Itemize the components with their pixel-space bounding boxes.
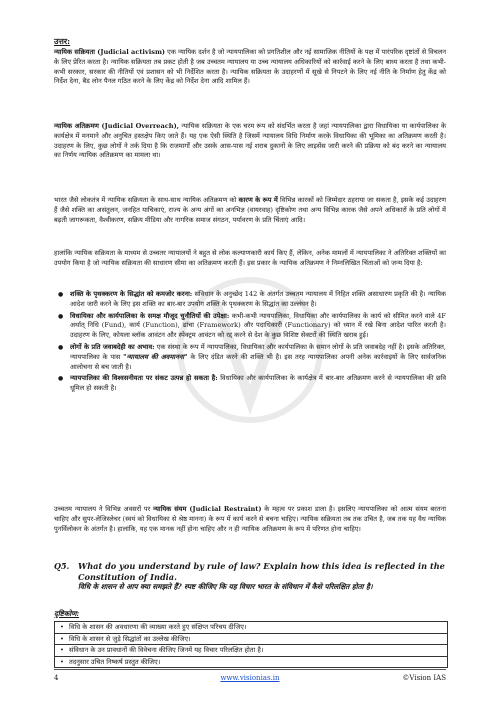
brand-copyright: ©Vision IAS [402, 674, 446, 682]
term-judicial-overreach: न्यायिक अतिक्रमण (Judicial Overreach), [54, 122, 179, 130]
paragraph-judicial-restraint: उच्चतम न्यायालय ने विभिन्न अवसरों पर न्यायिक संयम (Judicial Restraint) के महत्व पर प्रकाश डाला है। इसलिए न्यायपालिका को आत्म संयम बरतना चाहिए और सुपर-लेजिस्लेचर (स्वयं को विधायिका से श्रेष्ठ मानना) के रूप में कार्य करने से बचना चाहिए। न्यायिक सक्रियता तब तक उचित है, जब तक यह वैध न्यायिक पुनर्विलोकन के अंतर्गत है। हालांकि, यह एक मानक नहीं होना चाहिए और न ही न्यायिक अतिक्रमण के रूप में परिणत होना चाहिए। [54, 505, 447, 533]
approach-item: • संविधान के उन प्रावधानों की विवेचना कीजिए जिनमें यह विचार परिलक्षित होता है। [55, 645, 447, 657]
question-block [54, 561, 446, 592]
question-number: Q5. [54, 561, 70, 571]
website-link[interactable]: www.visionias.in [220, 674, 280, 682]
paragraph-judicial-overreach: न्यायिक अतिक्रमण (Judicial Overreach), न्यायिक सक्रियता के एक चरम रूप को संदर्भित करता है जहां न्यायपालिका द्वारा विधायिका या कार्यपालिका के कार्यक्षेत्र में मनमाने और अनुचित हस्तक्षेप किए जाते हैं। यह एक ऐसी स्थिति है जिसमें न्यायालय विधि निर्माण करके विधायिका की भूमिका का अतिक्रमण करती है। उदाहरण के लिए, कुछ लोगों ने तर्क दिया है कि राजमार्गों और उसके आस-पास नई शराब दुकानों के लिए लाइसेंस जारी करने की प्रक्रिया को बंद करने का न्यायालय का निर्णय न्यायिक अतिक्रमण का मामला था। [54, 122, 447, 160]
approach-label: दृष्टिकोण: [54, 609, 80, 618]
approach-item: • विधि के शासन की अवधारणा की व्याख्या करते हुए संक्षिप्त परिचय दीजिए। [55, 622, 447, 634]
paragraph-concerns-intro: हालांकि न्यायिक सक्रियता के माध्यम से उच्चतर न्यायालयों ने बहुत से लोक कल्याणकारी कार्य किए हैं, लेकिन, अनेक मामलों में न्यायपालिका ने अतिरिक्त शक्तियों का उपयोग किया है जो न्यायिक सक्रियता की साधारण सीमा का अतिक्रमण करती हैं। इस प्रकार के न्यायिक अतिक्रमण ने निम्नलिखित चिंताओं को जन्म दिया है: [54, 249, 446, 267]
list-item: ● लोगों के प्रति जवाबदेही का अभाव: एक संस्था के रूप में न्यायपालिका, विधायिका और कार्यपालिका के समान लोगों के प्रति जवाबदेह नहीं है। इसके अतिरिक्त, न्यायपालिका के पास "न्यायालय की अवमानना" के लिए दंडित करने की शक्ति भी है। इस तरह न्यायपालिका अपनी अनेक कार्रवाइयों के लिए सार्वजनिक आलोचना से बच जाती है। [54, 343, 446, 372]
page-number: 4 [54, 674, 59, 682]
approach-box [54, 621, 448, 668]
concerns-list [54, 290, 446, 396]
answer-label: उत्तर: [54, 36, 71, 46]
question-english: What do you understand by rule of law? Explain how this idea is reflected in the Constitution of India. [78, 561, 445, 582]
footer-divider [54, 669, 446, 670]
approach-item: • तदनुसार उचित निष्कर्ष प्रस्तुत कीजिए। [55, 657, 447, 668]
term-causes: कारण के रूप में [238, 196, 278, 204]
term-judicial-activism: न्यायिक सक्रियता (Judicial activism) [54, 48, 166, 56]
term-judicial-restraint: न्यायिक संयम (Judicial Restraint) [153, 505, 262, 513]
paragraph-judicial-activism: न्यायिक सक्रियता (Judicial activism) एक न्यायिक दर्शन है जो न्यायपालिका को प्रगतिशील और नई सामाजिक नीतियों के पक्ष में पारंपरिक दृष्टांतों से विचलन के लिए प्रेरित करता है। न्यायिक सक्रियता तब प्रकट होती है जब उच्चतम न्यायालय या उच्च न्यायालय अधिकारियों को कार्रवाई करने के लिए बाध्य करता है तथा कभी-कभी सरकार, सरकार की नीतियों एवं प्रशासन को भी निर्देशित करता है। न्यायिक सक्रियता के उदाहरणों में सूखे से निपटने के लिए नई नीति के निर्माण हेतु केंद्र को निर्देश देना, बैड लोन पैनल गठित करने के लिए केंद्र को निर्देश देना आदि शामिल हैं। [54, 48, 446, 86]
list-item: ● न्यायपालिका की विश्वसनीयता पर संकट उत्पन्न हो सकता है: विधायिका और कार्यपालिका के कार्यक्षेत्र में बार-बार अतिक्रमण करने से न्यायपालिका की छवि धूमिल हो सकती है। [54, 374, 446, 394]
question-hindi: विधि के शासन से आप क्या समझते हैं? स्पष्ट कीजिए कि यह विचार भारत के संविधान में कैसे परिलक्षित होता है। [78, 582, 373, 591]
list-item: ● विधायिका और कार्यपालिका के समक्ष मौजूद चुनौतियों की उपेक्षा: कभी-कभी न्यायपालिका, विधायिका और कार्यपालिका के कार्य को सीमित करने वाले 4F अर्थात् निधि (Fund), कार्य (Function), ढांचा (Framework) और पदाधिकारी (Functionary) को ध्यान में रखे बिना आदेश पारित करती है। उदाहरण के लिए, कोयला ब्लॉक आवंटन और स्पेक्ट्रम आवंटन को रद्द करने से देश के कुछ विशिष्ट सेक्टरों की स्थिति खराब हुई। [54, 312, 446, 341]
list-item: ● शक्ति के पृथक्करण के सिद्धांत को कमजोर करना: संविधान के अनुच्छेद 142 के अंतर्गत उच्चतम न्यायालय में निहित शक्ति असाधारण प्रकृति की है। न्यायिक आदेश जारी करने के लिए इस शक्ति का बार-बार उपयोग शक्ति के पृथक्करण के सिद्धांत का उल्लंघन है। [54, 290, 446, 310]
approach-item: • विधि के शासन से जुड़े सिद्धांतों का उल्लेख कीजिए। [55, 634, 447, 646]
paragraph-causes: भारत जैसे लोकतंत्र में न्यायिक सक्रियता के साथ-साथ न्यायिक अतिक्रमण को कारण के रूप में विभिन्न कारकों को जिम्मेदार ठहराया जा सकता है, इसके कई उदाहरण हैं जैसे शक्ति का असंतुलन, जनहित याचिकाएं, राज्य के अन्य अंगों का अनभिज्ञ (वायरवाह) दृष्टिकोण तथा अन्य विभिन्न कारक जैसे अपने अधिकारों के प्रति लोगों में बढ़ती जागरूकता, वैश्वीकरण, सक्रिय मीडिया और नागरिक समाज संगठन, पर्यावरण के प्रति चिंताएं आदि। [54, 196, 447, 224]
